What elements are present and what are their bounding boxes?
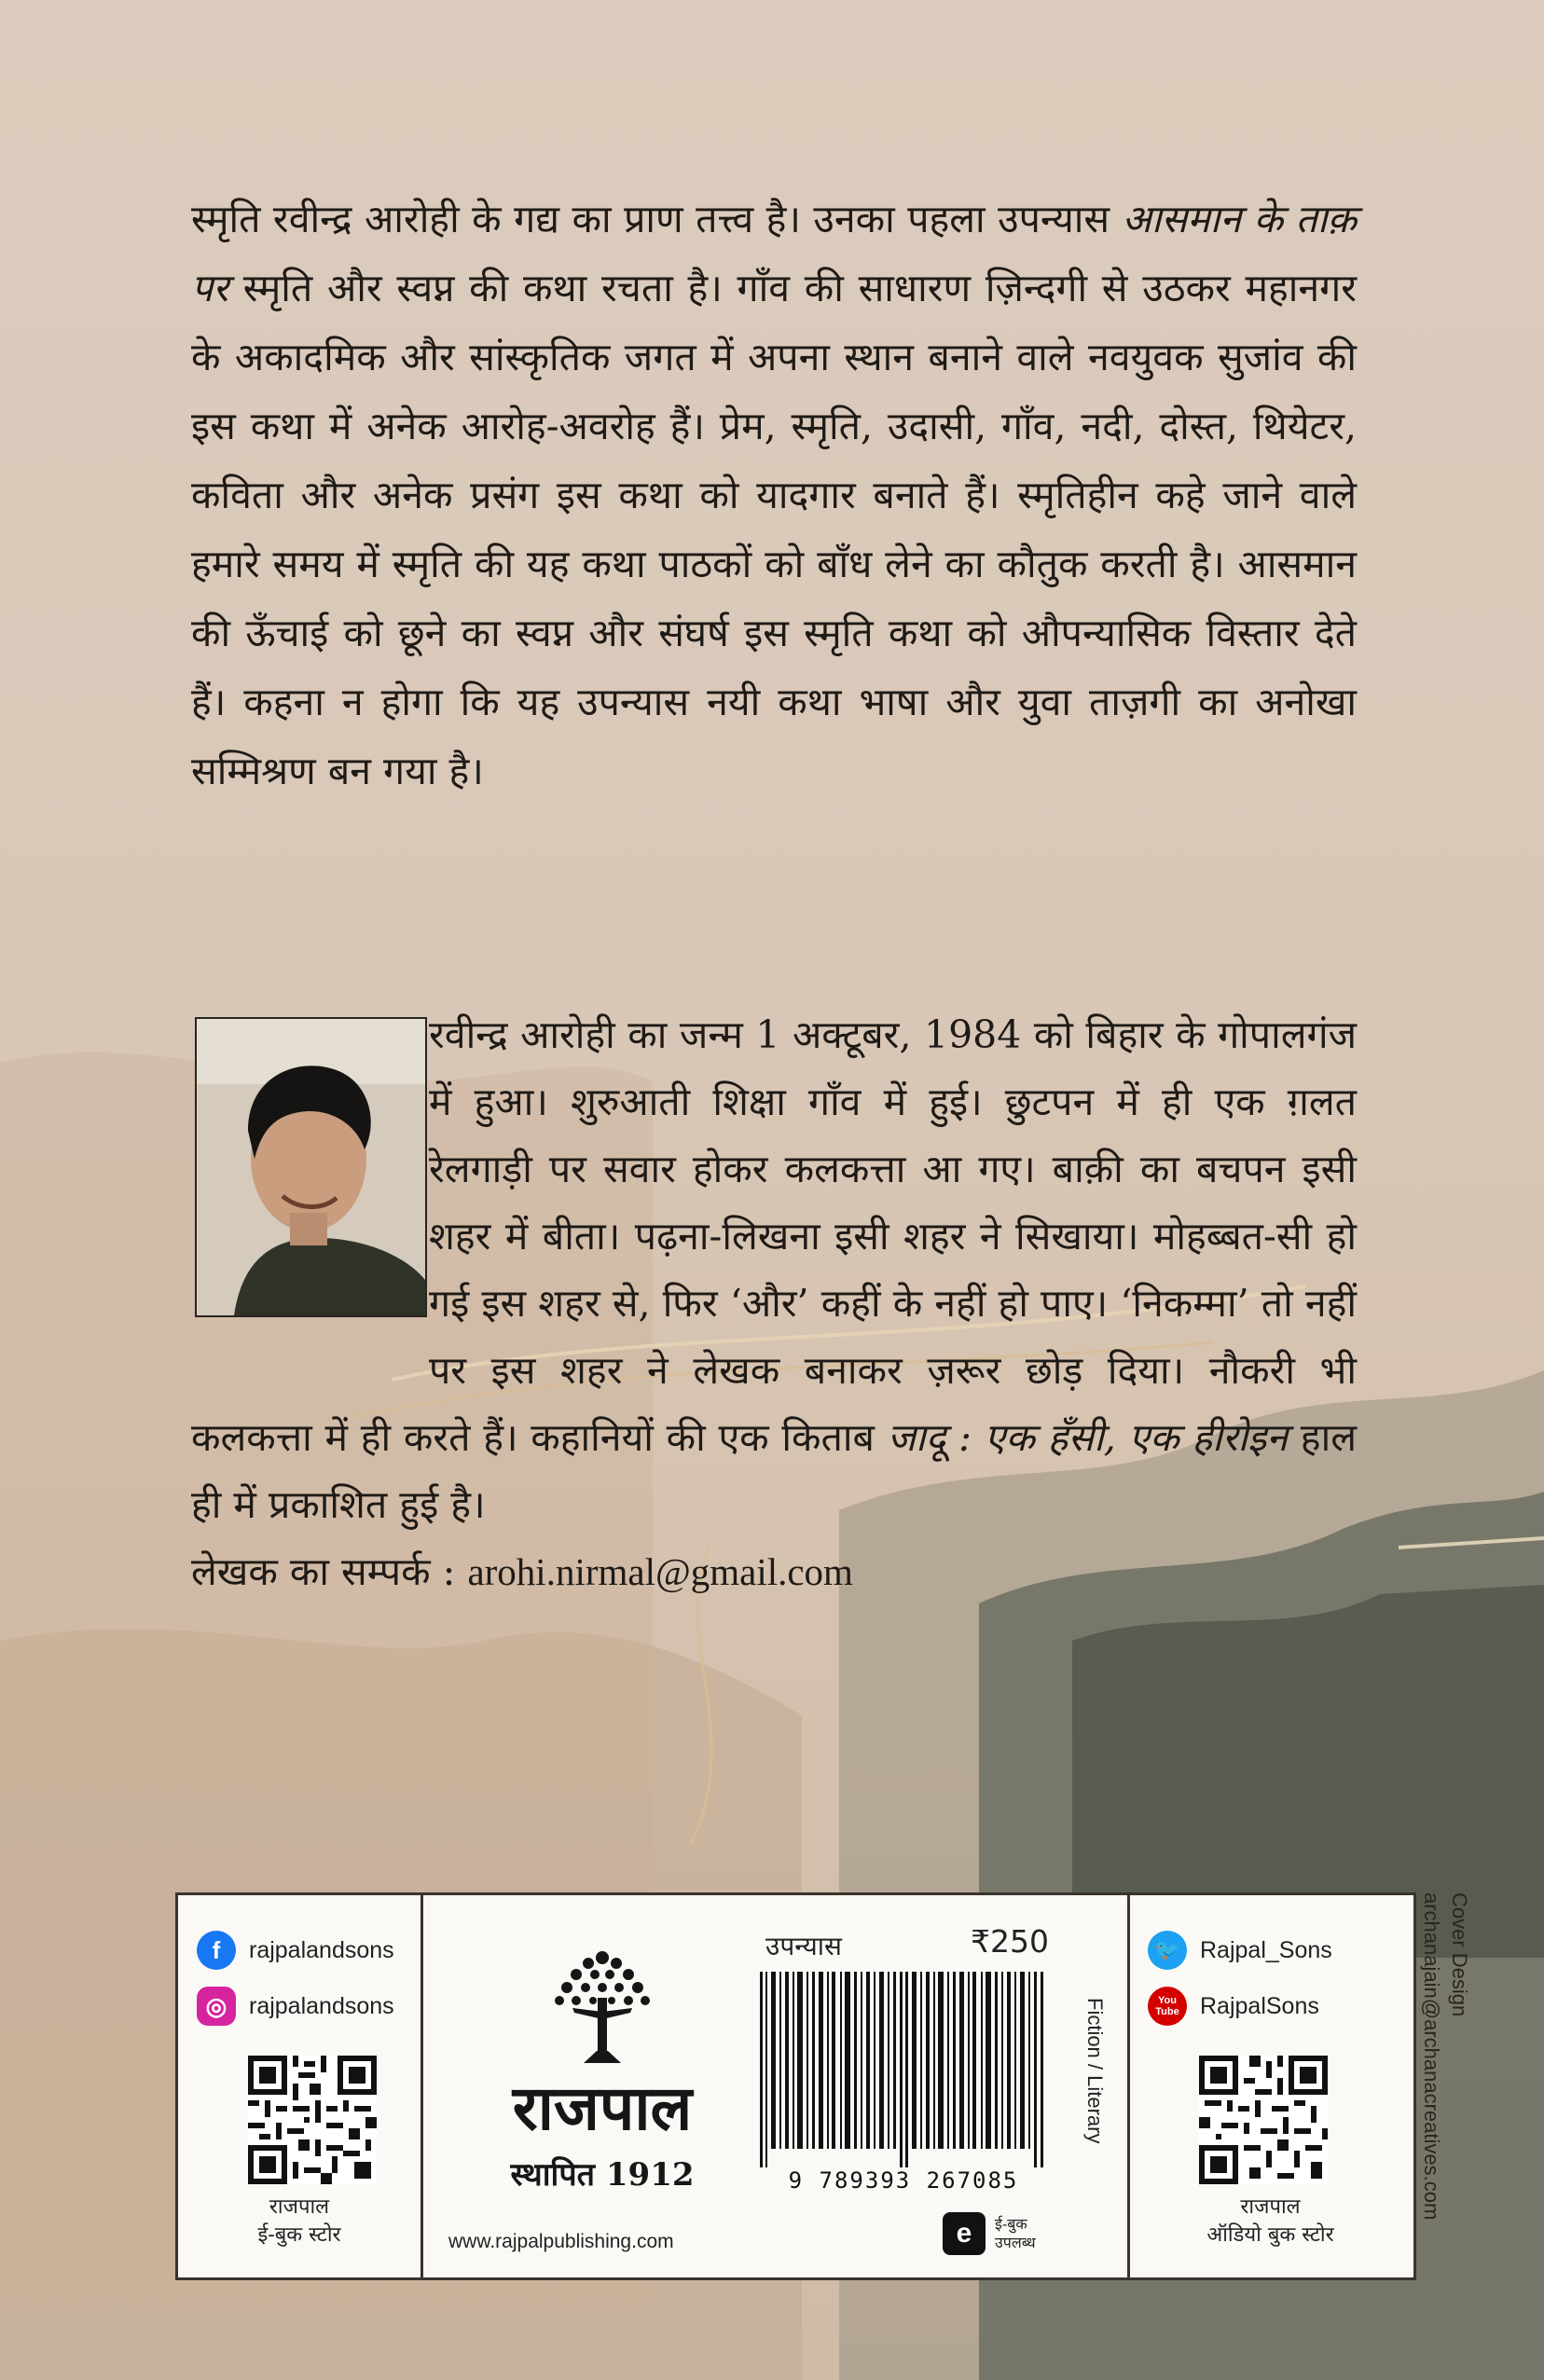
youtube-icon: You Tube (1148, 1987, 1187, 2026)
other-book-title: जादू : एक हँसी, एक हीरोइन (887, 1415, 1289, 1460)
cover-design-label: Cover Design (1448, 1892, 1471, 2017)
youtube-link[interactable] (1148, 1987, 1319, 2026)
instagram-link[interactable] (197, 1987, 394, 2026)
twitter-icon: 🐦 (1148, 1931, 1187, 1970)
publisher-panel (175, 1892, 1416, 2280)
ebook-icon: e (943, 2212, 986, 2255)
facebook-handle: rajpalandsons (249, 1936, 394, 1963)
blurb-text-rest: स्मृति और स्वप्न की कथा रचता है। गाँव की साधारण ज़िन्दगी से उठकर महानगर के अकादमिक और सांस्कृतिक जगत में अपना स्थान बनाने वाले नवयुवक सुजांव की इस कथा में अनेक आरोह-अवरोह हैं। प्रेम, स्मृति, उदासी, गाँव, नदी, दोस्त, थियेटर, कविता और अनेक प्रसंग इस कथा को यादगार बनाते हैं। स्मृतिहीन कहे जाने वाले हमारे समय में स्मृति की यह कथा पाठकों को बाँध लेने का कौतुक करती है। आसमान की ऊँचाई को छूने का स्वप्न और संघर्ष इस स्मृति कथा को औपन्यासिक विस्तार देते हैं। कहना न होगा कि यह उपन्यास नयी कथा भाषा और युवा ताज़गी का अनोखा सम्मिश्रण बन गया है। (191, 266, 1357, 793)
established-year: स्थापित 1912 (510, 2156, 695, 2194)
ebook-available-badge (943, 2212, 1036, 2255)
publisher-name: राजपाल (512, 2072, 693, 2144)
cover-design-credit (1417, 1892, 1473, 2284)
bio-text-rest: हाल ही में प्रकाशित हुई है। (191, 1415, 1357, 1527)
bio-text-start: रवीन्द्र आरोही का जन्म 1 अक्टूबर, 1984 को बिहार के गोपालगंज में हुआ। शुरुआती शिक्षा गाँव में हुई। छुटपन में ही एक ग़लत रेलगाड़ी पर सवार होकर कलकत्ता आ गए। बाक़ी का बचपन इसी शहर में बीता। पढ़ना-लिखना इसी शहर ने सिखाया। मोहब्बत-सी हो गई इस शहर से, फिर ‘और’ कहीं के नहीं हो पाए। ‘निकम्मा’ तो नहीं पर इस शहर ने लेखक बनाकर ज़रूर छोड़ दिया। नौकरी भी कलकत्ता में ही करते हैं। कहानियों की एक किताब (191, 1012, 1357, 1460)
ebook-badge-line2: उपलब्ध (995, 2234, 1036, 2251)
twitter-handle: Rajpal_Sons (1200, 1936, 1332, 1963)
ebook-store-line2: ई-बुक स्टोर (257, 2223, 341, 2247)
audio-store-caption (1127, 2194, 1413, 2249)
website-link[interactable]: www.rajpalpublishing.com (448, 2231, 674, 2252)
author-email[interactable]: arohi.nirmal@gmail.com (467, 1550, 853, 1593)
facebook-link[interactable] (197, 1931, 394, 1970)
audio-store-line2: ऑडियो बुक स्टोर (1206, 2223, 1334, 2247)
facebook-icon: f (197, 1931, 236, 1970)
ebook-store-line1: राजपाल (269, 2195, 330, 2219)
price: ₹250 (971, 1923, 1049, 1960)
blurb-text-start: स्मृति रवीन्द्र आरोही के गद्य का प्राण तत्त्व है। उनका पहला उपन्यास (191, 197, 1123, 241)
isbn-digits: 9 789393 267085 (788, 2167, 1019, 2194)
author-bio (191, 1001, 1357, 1605)
category-label: Fiction / Literary (1083, 1998, 1107, 2144)
isbn-barcode (754, 1972, 1053, 2195)
ebook-badge-line1: ई-बुक (995, 2215, 1027, 2233)
audio-store-qr-code[interactable] (1199, 2056, 1328, 2184)
twitter-link[interactable] (1148, 1931, 1332, 1970)
ebook-store-caption (178, 2194, 420, 2249)
genre-label: उपन्यास (765, 1931, 842, 1961)
ebook-store-qr-code[interactable] (248, 2056, 377, 2184)
book-blurb (191, 185, 1357, 805)
panel-divider (420, 1895, 423, 2277)
contact-label: लेखक का सम्पर्क : (191, 1549, 468, 1594)
instagram-handle: rajpalandsons (249, 1992, 394, 2019)
youtube-handle: RajpalSons (1200, 1992, 1319, 2019)
instagram-icon: ◎ (197, 1987, 236, 2026)
cover-designer-email: archanajain@archanacreatives.com (1420, 1892, 1443, 2221)
audio-store-line1: राजपाल (1240, 2195, 1301, 2219)
tree-logo-icon (546, 1947, 658, 2068)
book-title: आसमान के ताक़ पर (191, 197, 1357, 310)
